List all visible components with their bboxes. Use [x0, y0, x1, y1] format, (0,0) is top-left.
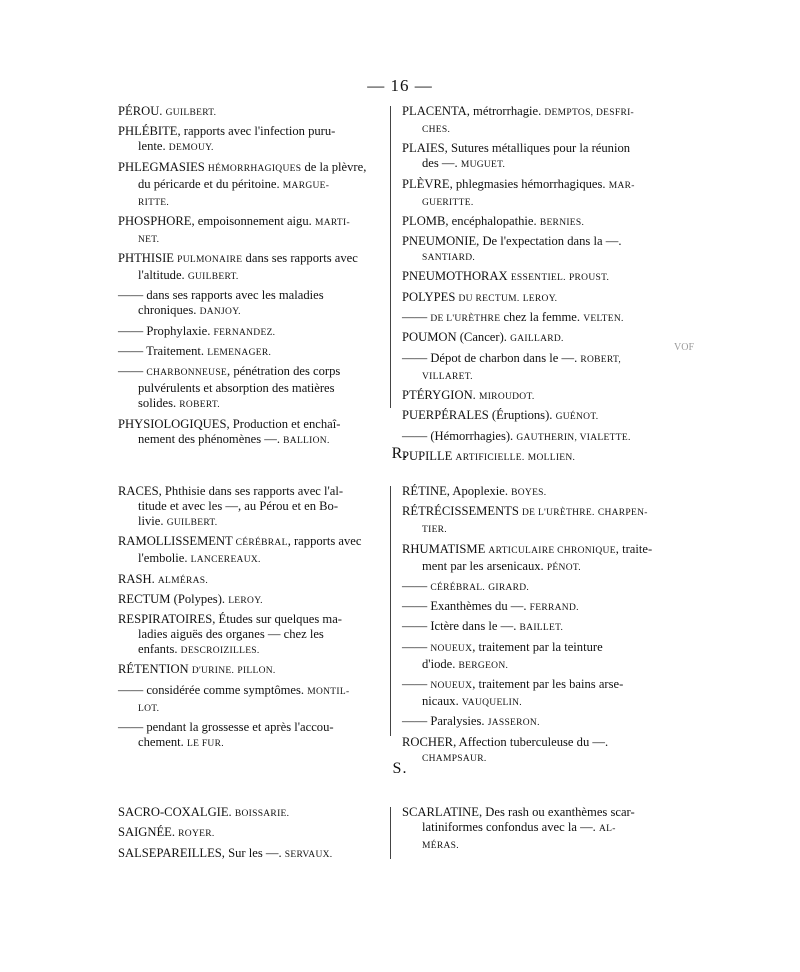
index-entry	[118, 104, 380, 121]
entry-line	[118, 627, 380, 642]
author-or-qualifier-text: DU RECTUM.	[458, 293, 520, 304]
entry-line	[118, 396, 380, 413]
author-or-qualifier-text: CHARPEN-	[597, 508, 648, 519]
entry-text: POUMON (Cancer).	[402, 330, 511, 345]
entry-text: PHOSPHORE, empoisonnement aigu.	[118, 213, 315, 228]
author-or-qualifier-text: ROBERT,	[580, 354, 622, 365]
entry-line	[118, 324, 380, 341]
entry-line	[118, 592, 380, 609]
entry-line	[118, 805, 380, 822]
entry-line	[402, 234, 685, 249]
author-or-qualifier-text: ROYER.	[178, 829, 215, 840]
library-stamp: VOF	[674, 342, 695, 353]
entry-line	[118, 417, 380, 432]
entry-line	[118, 825, 380, 842]
author-or-qualifier-text: LEMENAGER.	[207, 348, 272, 359]
index-entry	[402, 141, 685, 173]
entry-line	[118, 231, 380, 248]
entry-line	[118, 683, 380, 700]
author-or-qualifier-text: SERVAUX.	[284, 849, 333, 860]
index-entry	[118, 344, 380, 361]
entry-line	[402, 640, 685, 657]
entry-text: SCARLATINE, Des rash ou exanthèmes scar-	[402, 805, 635, 819]
entry-line	[402, 735, 685, 750]
author-or-qualifier-text: BOYES.	[511, 488, 547, 498]
index-entry	[118, 324, 380, 341]
index-entry	[402, 714, 685, 731]
entry-line	[402, 156, 685, 173]
entry-text: POLYPES	[402, 289, 459, 304]
author-or-qualifier-text: GIRARD.	[488, 582, 530, 593]
entry-text: —— pendant la grossesse et après l'accou-	[118, 720, 334, 735]
index-entry	[118, 846, 380, 863]
left-column	[118, 805, 380, 866]
entry-text: —— Ictère dans le —.	[402, 619, 520, 634]
index-entry	[402, 677, 685, 711]
entry-text: SALSEPAREILLES, Sur les —.	[118, 845, 285, 860]
author-or-qualifier-text: DANJOY.	[199, 307, 241, 318]
entry-text: des —.	[422, 156, 461, 171]
entry-line	[402, 714, 685, 731]
author-or-qualifier-text: NOUEUX	[430, 643, 473, 654]
author-or-qualifier-text: FERNANDEZ.	[213, 327, 276, 338]
author-or-qualifier-text: GUERITTE.	[422, 197, 474, 208]
entry-text: nicaux.	[422, 694, 462, 709]
index-entry	[402, 805, 685, 854]
index-entry	[118, 572, 380, 589]
index-entry	[118, 612, 380, 659]
author-or-qualifier-text: DE L'URÈTHRE	[430, 314, 501, 325]
author-or-qualifier-text: CÉRÉBRAL	[235, 538, 288, 549]
index-entry	[402, 290, 685, 307]
entry-line	[118, 364, 380, 381]
entry-text: RÉTRÉCISSEMENTS	[402, 504, 523, 519]
entry-line	[118, 344, 380, 361]
entry-text: nement des phénomènes —.	[138, 431, 284, 446]
entry-line	[402, 177, 685, 194]
author-or-qualifier-text: PILLON.	[237, 666, 276, 677]
author-or-qualifier-text: GUILBERT.	[187, 272, 239, 283]
index-entry	[402, 542, 685, 576]
entry-text: ——	[402, 310, 431, 325]
entry-text: , traite-	[615, 541, 653, 556]
entry-text: ——	[402, 578, 431, 593]
index-entry	[118, 805, 380, 822]
author-or-qualifier-text: FERRAND.	[529, 603, 579, 614]
entry-text: PUPILLE	[402, 448, 456, 463]
author-or-qualifier-text: VELTEN.	[583, 314, 624, 325]
author-or-qualifier-text: DE L'URÈTHRE.	[522, 508, 595, 519]
author-or-qualifier-text: CÉRÉBRAL.	[430, 582, 486, 593]
entry-line	[402, 559, 685, 576]
entry-line	[402, 805, 685, 820]
entry-line	[118, 177, 380, 194]
author-or-qualifier-text: MUGUET.	[460, 160, 506, 171]
entry-line	[402, 521, 685, 538]
entry-line	[402, 368, 685, 385]
entry-line	[402, 694, 685, 711]
author-or-qualifier-text: GUILBERT.	[166, 518, 218, 528]
entry-line	[118, 551, 380, 568]
entry-text: RACES, Phthisie dans ses rapports avec l'al-	[118, 484, 344, 498]
entry-text: ladies aiguës des organes — chez les	[138, 627, 324, 642]
index-entry	[118, 124, 380, 156]
entry-text: PHTHISIE	[118, 251, 178, 266]
author-or-qualifier-text: CHARBONNEUSE	[146, 368, 228, 379]
entry-line	[118, 612, 380, 627]
entry-text: pulvérulents et absorption des matières	[138, 381, 335, 396]
left-column	[118, 484, 380, 755]
index-entry	[118, 825, 380, 842]
index-entry	[118, 417, 380, 449]
author-or-qualifier-text: VILLARET.	[422, 371, 473, 382]
entry-text: ——	[402, 677, 431, 692]
author-or-qualifier-text: ALMÉRAS.	[157, 575, 209, 586]
entry-text: PHLÉBITE, rapports avec l'infection puru-	[118, 124, 336, 139]
entry-text: l'altitude.	[138, 268, 188, 283]
entry-text: PTÉRYGION.	[402, 387, 479, 402]
entry-text: PNEUMONIE, De l'expectation dans la —.	[402, 234, 622, 249]
index-entry	[402, 504, 685, 538]
entry-text: ——	[118, 364, 147, 379]
author-or-qualifier-text: BALLION.	[283, 435, 330, 446]
entry-line	[118, 214, 380, 231]
entry-text: chement.	[138, 735, 187, 750]
entry-line	[402, 269, 685, 286]
index-entry	[402, 388, 685, 405]
entry-text: titude et avec les —, au Pérou et en Bo-	[138, 499, 339, 513]
index-entry	[118, 662, 380, 679]
author-or-qualifier-text: AL-	[598, 824, 616, 834]
author-or-qualifier-text: JASSERON.	[487, 718, 540, 729]
entry-line	[118, 194, 380, 211]
entry-line	[118, 381, 380, 396]
author-or-qualifier-text: DEMOUY.	[168, 143, 214, 154]
author-or-qualifier-text: GUÉNOT.	[555, 412, 599, 423]
entry-line	[402, 104, 685, 121]
section-heading-r: R.	[391, 445, 409, 462]
author-or-qualifier-text: MÉRAS.	[422, 841, 459, 851]
entry-line	[402, 579, 685, 596]
index-entry	[402, 351, 685, 385]
author-or-qualifier-text: GAILLARD.	[510, 334, 564, 345]
author-or-qualifier-text: ARTIFICIELLE.	[455, 452, 525, 463]
index-entry	[402, 429, 685, 446]
entry-text: —— considérée comme symptômes.	[118, 682, 308, 697]
entry-text: livie.	[138, 514, 167, 528]
entry-text: RASH.	[118, 571, 158, 586]
section-s	[118, 805, 683, 865]
author-or-qualifier-text: PROUST.	[568, 273, 610, 284]
entry-line	[118, 662, 380, 679]
section-r	[118, 484, 683, 764]
entry-text: —— Paralysies.	[402, 714, 488, 729]
entry-text: enfants.	[138, 642, 181, 657]
entry-text: de la plèvre,	[301, 159, 367, 174]
entry-line	[118, 251, 380, 268]
entry-line	[402, 504, 685, 521]
entry-line	[402, 429, 685, 446]
entry-text: ment par les arsenicaux.	[422, 558, 547, 573]
page-number: — 16 —	[367, 76, 433, 95]
author-or-qualifier-text: HÉMORRHAGIQUES	[207, 163, 302, 174]
author-or-qualifier-text: VAUQUELIN.	[461, 698, 522, 709]
entry-text: PLACENTA, métrorrhagie.	[402, 104, 545, 118]
index-entry	[118, 160, 380, 211]
author-or-qualifier-text: CHAMPSAUR.	[422, 753, 487, 764]
author-or-qualifier-text: PULMONAIRE	[177, 255, 243, 266]
author-or-qualifier-text: ESSENTIEL.	[510, 273, 566, 284]
entry-line	[118, 303, 380, 320]
entry-line	[118, 484, 380, 499]
entry-text: PLAIES, Sutures métalliques pour la réunion	[402, 141, 631, 156]
entry-line	[402, 249, 685, 266]
author-or-qualifier-text: CHES.	[422, 125, 451, 135]
entry-line	[118, 288, 380, 303]
index-entry	[118, 251, 380, 285]
author-or-qualifier-text: BERNIES.	[539, 217, 585, 228]
entry-text: , pénétration des corps	[227, 364, 341, 379]
entry-text: chez la femme.	[500, 310, 584, 325]
entry-line	[118, 104, 380, 121]
entry-line	[402, 194, 685, 211]
author-or-qualifier-text: MAR-	[608, 180, 635, 191]
author-or-qualifier-text: BAILLET.	[519, 623, 564, 634]
entry-text: RECTUM (Polypes).	[118, 591, 229, 606]
entry-text: RHUMATISME	[402, 541, 489, 556]
author-or-qualifier-text: GUILBERT.	[165, 108, 217, 118]
entry-line	[402, 484, 685, 501]
author-or-qualifier-text: MARGUE-	[282, 180, 330, 191]
entry-text: —— Dépot de charbon dans le —.	[402, 350, 581, 365]
entry-line	[118, 514, 380, 531]
index-entry	[402, 619, 685, 636]
index-entry	[402, 408, 685, 425]
entry-line	[402, 542, 685, 559]
author-or-qualifier-text: BOISSARIE.	[234, 809, 290, 819]
index-entry	[402, 640, 685, 674]
entry-line	[402, 290, 685, 307]
entry-text: PUERPÉRALES (Éruptions).	[402, 408, 556, 423]
index-entry	[118, 534, 380, 568]
entry-line	[402, 141, 685, 156]
index-entry	[118, 214, 380, 248]
author-or-qualifier-text: MARTI-	[314, 217, 350, 228]
entry-text: PÉROU.	[118, 104, 166, 118]
column-divider	[390, 106, 391, 408]
entry-text: l'embolie.	[138, 551, 191, 566]
entry-line	[118, 139, 380, 156]
entry-text: PHLEGMASIES	[118, 159, 208, 174]
author-or-qualifier-text: GAUTHERIN, VIALETTE.	[516, 432, 631, 443]
entry-text: —— Prophylaxie.	[118, 323, 214, 338]
author-or-qualifier-text: BERGEON.	[458, 660, 509, 671]
author-or-qualifier-text: MONTIL-	[307, 686, 350, 697]
column-divider	[390, 807, 391, 859]
entry-text: ROCHER, Affection tuberculeuse du —.	[402, 734, 609, 749]
right-column	[402, 104, 685, 469]
entry-text: —— dans ses rapports avec les maladies	[118, 288, 324, 303]
entry-text: SACRO-COXALGIE.	[118, 805, 235, 819]
author-or-qualifier-text: DEMPTOS, DESFRI-	[544, 108, 635, 118]
entry-text: —— (Hémorrhagies).	[402, 428, 517, 443]
entry-line	[118, 572, 380, 589]
entry-text: du péricarde et du péritoine.	[138, 176, 283, 191]
entry-line	[118, 642, 380, 659]
index-entry	[118, 683, 380, 717]
index-entry	[402, 269, 685, 286]
entry-text: RESPIRATOIRES, Études sur quelques ma-	[118, 612, 342, 627]
entry-text: PHYSIOLOGIQUES, Production et enchaî-	[118, 416, 341, 431]
entry-line	[118, 735, 380, 752]
index-entry	[402, 234, 685, 266]
author-or-qualifier-text: LEROY.	[228, 595, 263, 606]
entry-line	[402, 837, 685, 854]
entry-line	[402, 388, 685, 405]
entry-text: d'iode.	[422, 656, 459, 671]
author-or-qualifier-text: LOT.	[138, 703, 160, 714]
entry-line	[402, 820, 685, 837]
entry-text: SAIGNÉE.	[118, 825, 179, 840]
entry-text: —— Exanthèmes du —.	[402, 599, 530, 614]
author-or-qualifier-text: ARTICULAIRE CHRONIQUE	[488, 545, 616, 556]
entry-text: RÉTINE, Apoplexie.	[402, 484, 512, 498]
entry-line	[402, 408, 685, 425]
author-or-qualifier-text: RITTE.	[138, 197, 170, 208]
index-entry	[402, 484, 685, 501]
index-entry	[402, 599, 685, 616]
entry-line	[402, 599, 685, 616]
entry-line	[402, 214, 685, 231]
entry-text: chroniques.	[138, 303, 200, 318]
entry-text: dans ses rapports avec	[242, 251, 358, 266]
entry-text: ——	[402, 639, 431, 654]
author-or-qualifier-text: NET.	[138, 234, 160, 245]
index-entry	[402, 104, 685, 138]
entry-line	[402, 677, 685, 694]
entry-text: RÉTENTION	[118, 662, 192, 677]
author-or-qualifier-text: TIER.	[422, 525, 447, 536]
index-entry	[118, 484, 380, 531]
entry-line	[402, 619, 685, 636]
entry-line	[118, 700, 380, 717]
entry-line	[402, 351, 685, 368]
entry-line	[402, 657, 685, 674]
entry-text: PLÈVRE, phlegmasies hémorrhagiques.	[402, 176, 609, 191]
section-p	[118, 104, 683, 463]
column-divider	[390, 486, 391, 736]
index-entry	[402, 177, 685, 211]
section-heading-s: S.	[392, 760, 408, 777]
entry-text: RAMOLLISSEMENT	[118, 534, 236, 549]
entry-line	[402, 121, 685, 138]
author-or-qualifier-text: ROBERT.	[179, 400, 220, 411]
entry-text: PLOMB, encéphalopathie.	[402, 213, 540, 228]
index-entry	[402, 214, 685, 231]
author-or-qualifier-text: LE FUR.	[186, 739, 224, 750]
entry-text: —— Traitement.	[118, 344, 208, 359]
index-entry	[118, 288, 380, 320]
entry-line	[118, 534, 380, 551]
entry-line	[402, 310, 685, 327]
entry-line	[118, 124, 380, 139]
entry-text: PNEUMOTHORAX	[402, 269, 511, 284]
entry-line	[118, 846, 380, 863]
index-entry	[402, 310, 685, 327]
entry-text: latiniformes confondus avec la —.	[422, 820, 599, 834]
entry-line	[118, 268, 380, 285]
index-entry	[118, 720, 380, 752]
entry-text: , traitement par les bains arse-	[472, 677, 624, 692]
author-or-qualifier-text: MOLLIEN.	[527, 452, 576, 463]
index-entry	[402, 330, 685, 347]
right-column	[402, 805, 685, 857]
right-column	[402, 484, 685, 770]
entry-line	[402, 330, 685, 347]
entry-text: lente.	[138, 139, 169, 154]
index-entry	[118, 592, 380, 609]
author-or-qualifier-text: LANCEREAUX.	[190, 555, 261, 566]
author-or-qualifier-text: PÉNOT.	[546, 562, 581, 573]
author-or-qualifier-text: DESCROIZILLES.	[180, 646, 260, 657]
author-or-qualifier-text: NOUEUX	[430, 681, 473, 692]
author-or-qualifier-text: SANTIARD.	[422, 253, 476, 264]
author-or-qualifier-text: MIROUDOT.	[478, 391, 535, 402]
entry-line	[118, 720, 380, 735]
entry-text: , rapports avec	[287, 534, 362, 549]
author-or-qualifier-text: LEROY.	[522, 293, 558, 304]
entry-text: solides.	[138, 396, 180, 411]
index-entry	[402, 579, 685, 596]
author-or-qualifier-text: D'URINE.	[191, 666, 235, 677]
entry-text: , traitement par la teinture	[472, 639, 603, 654]
index-entry	[118, 364, 380, 413]
left-column	[118, 104, 380, 452]
entry-line	[118, 499, 380, 514]
entry-line	[118, 160, 380, 177]
